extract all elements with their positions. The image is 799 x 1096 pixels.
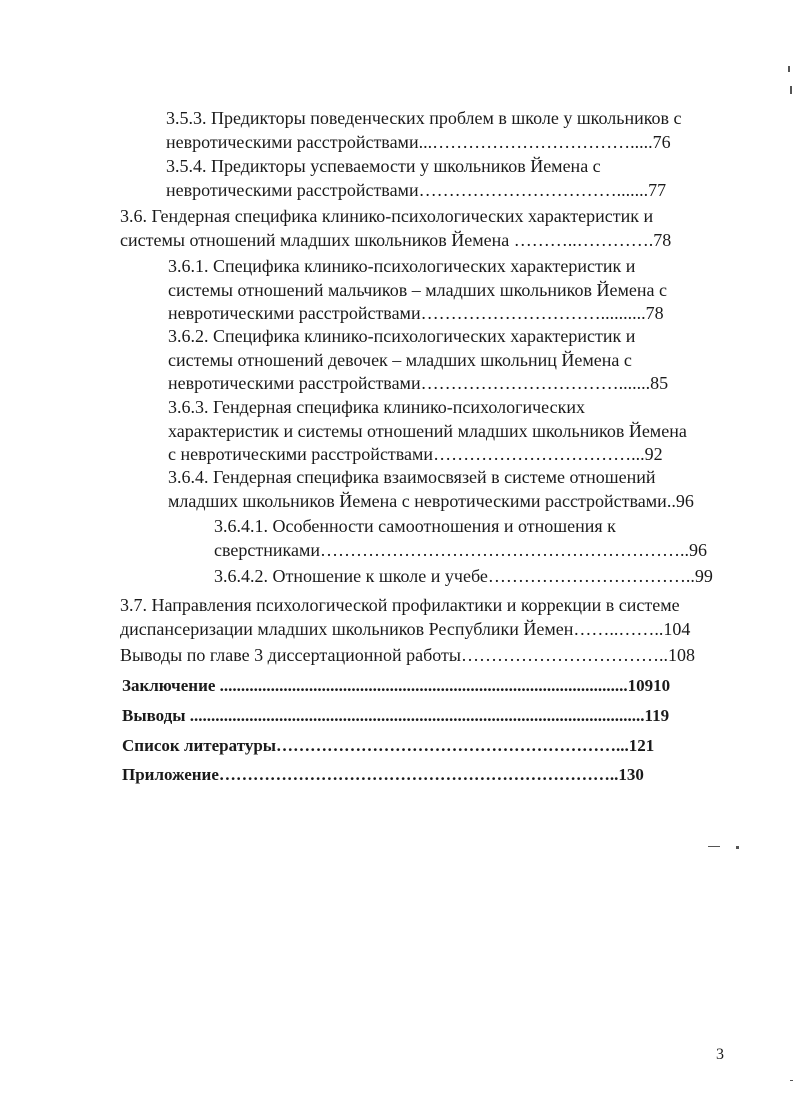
toc-entry-3-6-4	[168, 466, 694, 513]
scan-speck	[790, 1080, 793, 1081]
toc-entry-3-7	[120, 594, 690, 641]
toc-line: Приложение……………………………………………………………..130	[122, 765, 644, 784]
toc-line: невротическими расстройствами…………………………….......77	[166, 179, 667, 200]
toc-line: Выводы по главе 3 диссертационной работы……………………………..108	[120, 645, 696, 665]
toc-entry-prilozhenie	[122, 763, 644, 787]
toc-line: системы отношений девочек – младших школьниц Йемена с	[168, 349, 632, 370]
toc-entry-vyvody	[122, 704, 669, 728]
toc-line: характеристик и системы отношений младших школьников Йемена	[168, 420, 687, 441]
toc-entry-3-6-1	[168, 255, 667, 326]
toc-line: невротическими расстройствами…………………………….......85	[168, 373, 669, 393]
toc-line: 3.6.4.2. Отношение к школе и учебе……………………………..99	[214, 566, 713, 586]
toc-line: 3.6.4. Гендерная специфика взаимосвязей в системе отношений	[168, 467, 656, 487]
toc-entry-literature	[122, 734, 654, 758]
toc-line: невротическими расстройствами…………………………..........78	[168, 303, 664, 323]
toc-line: системы отношений мальчиков – младших школьников Йемена с	[168, 279, 667, 300]
toc-line: системы отношений младших школьников Йемена ………..………….78	[120, 229, 672, 250]
toc-entry-3-6-3	[168, 396, 687, 467]
scan-speck	[790, 86, 792, 94]
toc-line: диспансеризации младших школьников Республики Йемен……..……..104	[120, 618, 691, 639]
scan-speck	[736, 846, 739, 849]
toc-line: 3.6.3. Гендерная специфика клинико-психологических	[168, 397, 585, 417]
toc-line: с невротическими расстройствами……………………………...92	[168, 444, 663, 464]
toc-line: сверстниками……………………………………………………..96	[214, 539, 707, 560]
toc-line: 3.5.3. Предикторы поведенческих проблем в школе у школьников с	[166, 108, 682, 128]
toc-line: 3.7. Направления психологической профилактики и коррекции в системе	[120, 595, 680, 615]
toc-entry-3-5-3	[166, 107, 682, 154]
toc-line: невротическими расстройствами...…………………………….....76	[166, 131, 671, 152]
toc-line: 3.6. Гендерная специфика клинико-психологических характеристик и	[120, 206, 654, 226]
toc-line: Заключение ................................................................................................10910	[122, 676, 671, 695]
scan-speck	[708, 846, 720, 847]
toc-line: Список литературы……………………………………………………...121	[122, 736, 655, 755]
toc-line: 3.6.4.1. Особенности самоотношения и отношения к	[214, 516, 616, 536]
toc-line: 3.6.2. Специфика клинико-психологических характеристик и	[168, 326, 636, 346]
toc-entry-3-6-4-2	[214, 565, 713, 589]
toc-entry-3-6-2	[168, 325, 668, 396]
toc-line: 3.5.4. Предикторы успеваемости у школьников Йемена с	[166, 156, 601, 176]
toc-line: Выводы ...........................................................................................................119	[122, 706, 670, 725]
toc-line: 3.6.1. Специфика клинико-психологических характеристик и	[168, 256, 636, 276]
toc-entry-3-5-4	[166, 155, 666, 202]
page-number: 3	[716, 1046, 724, 1063]
toc-entry-3-6	[120, 205, 671, 252]
toc-line: младших школьников Йемена с невротическими расстройствами..96	[168, 490, 694, 511]
scan-speck	[788, 66, 790, 72]
toc-entry-zaklyuchenie	[122, 674, 670, 698]
toc-entry-3-6-4-1	[214, 515, 707, 562]
toc-entry-conclusions-ch3	[120, 644, 695, 668]
